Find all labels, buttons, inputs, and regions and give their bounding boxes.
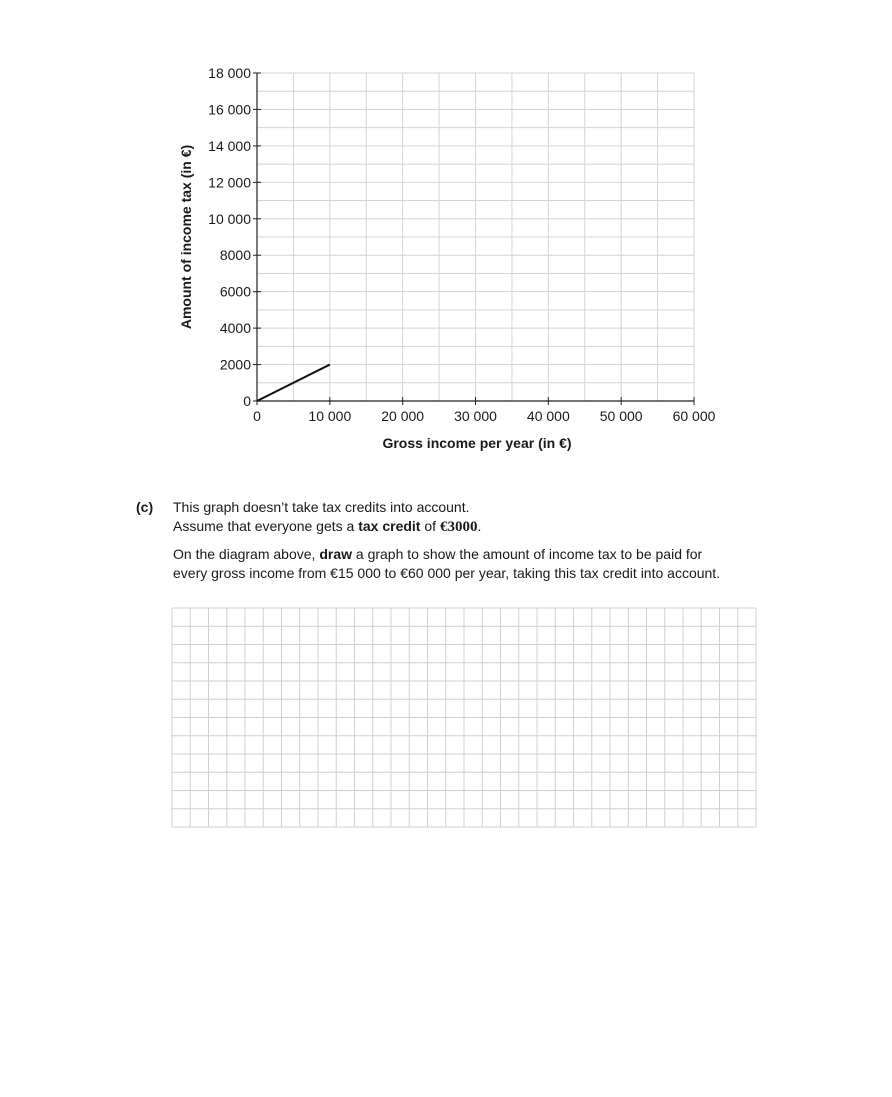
tax-credit-amount: €3000 [439, 519, 478, 535]
y-axis-title: Amount of income tax (in €) [178, 144, 194, 330]
question-line-1: This graph doesn’t take tax credits into account. [173, 499, 470, 515]
x-tick-label: 30 000 [454, 408, 497, 424]
y-tick-label: 14 000 [208, 137, 251, 154]
x-tick-label: 0 [253, 408, 261, 424]
y-tick-label: 8000 [219, 247, 251, 264]
y-tick-label: 16 000 [208, 101, 251, 118]
y-tick-label: 4000 [219, 320, 251, 337]
question-part-label: (c) [136, 499, 154, 515]
instruction-draw: draw [319, 546, 352, 562]
instruction-pre: On the diagram above, [173, 546, 320, 562]
line2-mid: of [420, 518, 440, 534]
y-tick-label: 0 [243, 393, 251, 409]
y-tick-label: 10 000 [208, 210, 251, 227]
line2-end: . [477, 518, 482, 534]
x-axis-title: Gross income per year (in €) [382, 435, 572, 451]
x-tick-label: 60 000 [672, 408, 716, 424]
instruction-rest: a graph to show the amount of income tax to be paid for every gross income from €15 000 to €60 000 per year, taking this tax credit into account. [173, 546, 721, 581]
line2-pre: Assume that everyone gets a [173, 518, 359, 534]
x-tick-label: 50 000 [599, 408, 643, 424]
y-tick-label: 18 000 [208, 65, 251, 81]
tax-credit-term: tax credit [358, 518, 421, 534]
x-tick-label: 40 000 [526, 408, 570, 424]
x-tick-label: 20 000 [381, 408, 425, 424]
x-tick-label: 10 000 [308, 408, 352, 424]
y-tick-label: 2000 [219, 356, 251, 373]
y-tick-label: 6000 [219, 283, 251, 300]
y-tick-label: 12 000 [208, 174, 251, 191]
